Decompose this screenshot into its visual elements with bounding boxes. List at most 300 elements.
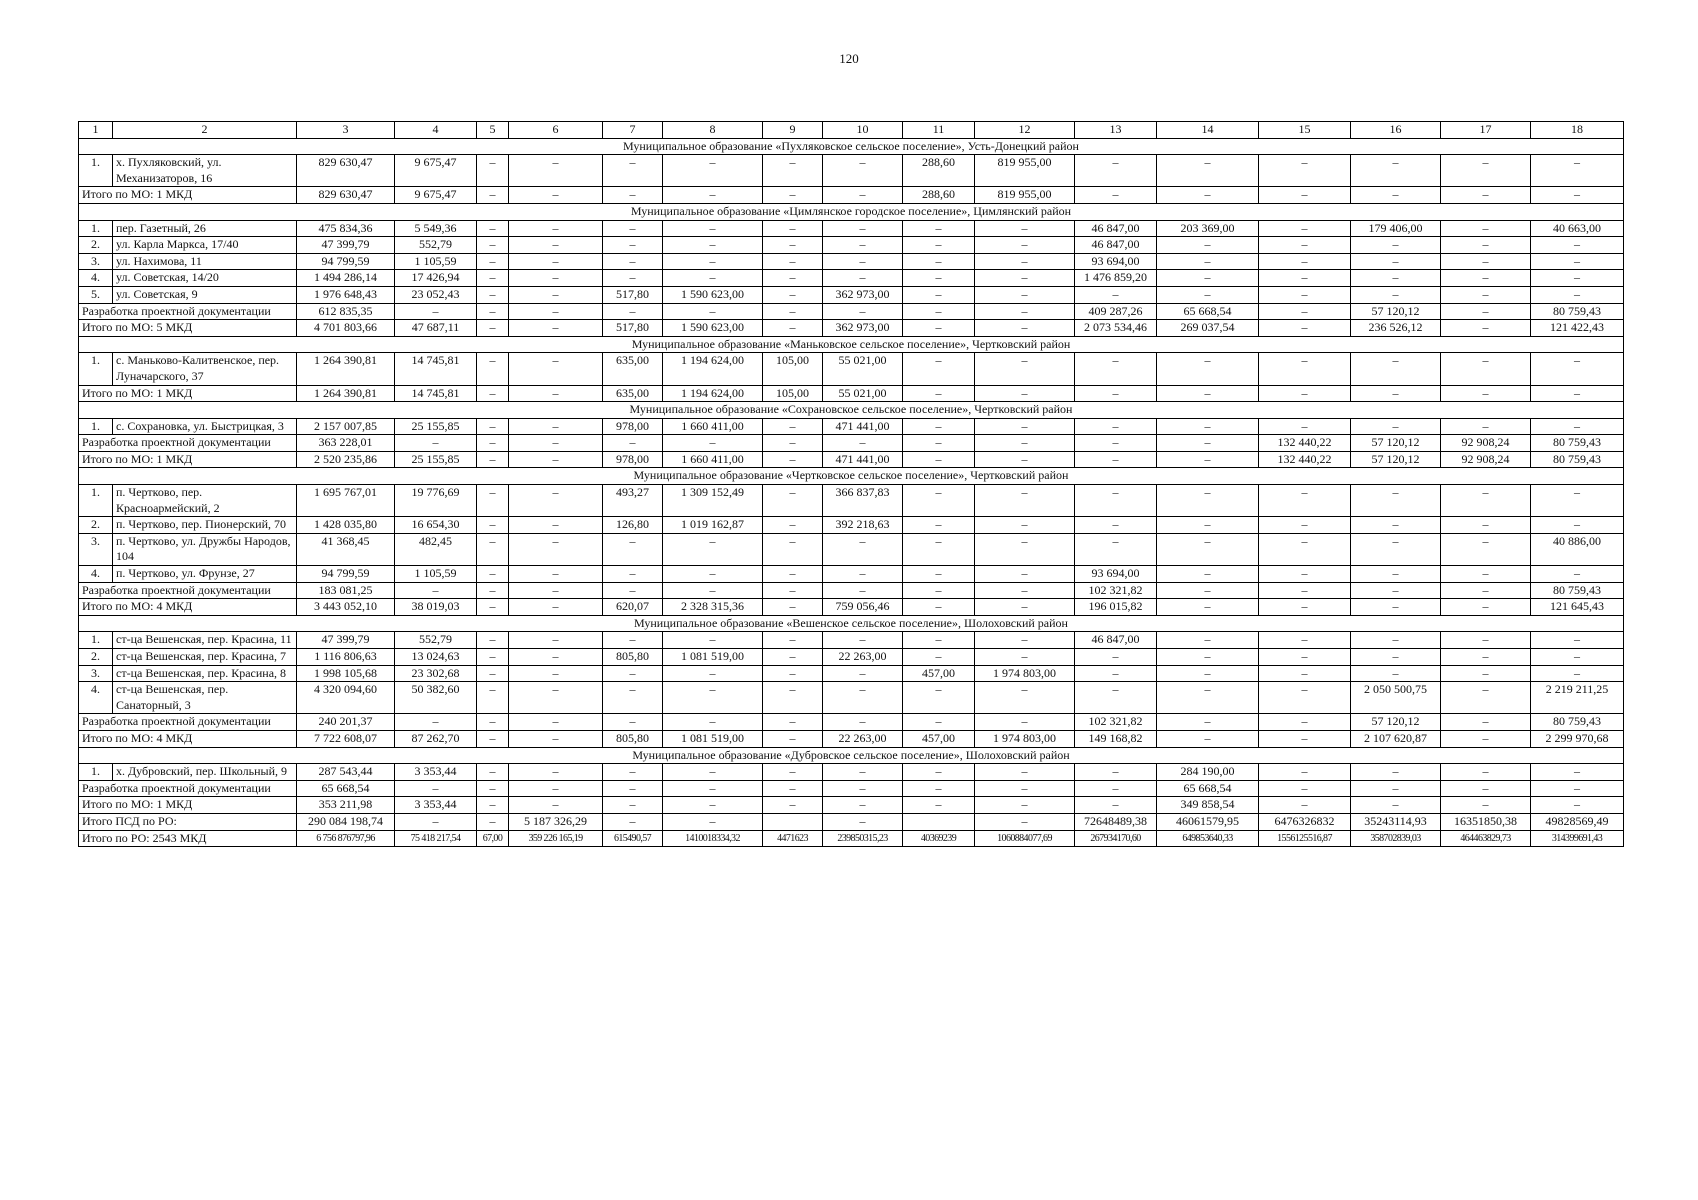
cell-value: 805,80 xyxy=(603,649,663,666)
cell-value: 314399691,43 xyxy=(1531,830,1624,847)
cell-value: – xyxy=(1157,253,1259,270)
cell-value: – xyxy=(903,385,975,402)
cell-value: 40 886,00 xyxy=(1531,533,1624,565)
cell-value: – xyxy=(663,665,763,682)
column-header: 12 xyxy=(975,122,1075,139)
cell-value: 517,80 xyxy=(603,286,663,303)
section-title: Муниципальное образование «Сохрановское сельское поселение», Чертковский район xyxy=(79,402,1624,419)
cell-value: 14 745,81 xyxy=(395,353,477,385)
cell-value: – xyxy=(509,649,603,666)
cell-value: – xyxy=(1351,582,1441,599)
cell-value: 409 287,26 xyxy=(1075,303,1157,320)
cell-value: – xyxy=(823,566,903,583)
total-label: Итого по МО: 1 МКД xyxy=(79,187,297,204)
design-row xyxy=(79,714,1624,731)
cell-value: – xyxy=(509,764,603,781)
cell-value: – xyxy=(1259,599,1351,616)
cell-value: 183 081,25 xyxy=(297,582,395,599)
cell-value: – xyxy=(823,187,903,204)
cell-value: 1 105,59 xyxy=(395,253,477,270)
total-row xyxy=(79,730,1624,747)
cell-value: – xyxy=(1157,286,1259,303)
cell-value: – xyxy=(1157,566,1259,583)
cell-value: 132 440,22 xyxy=(1259,435,1351,452)
cell-value: 819 955,00 xyxy=(975,187,1075,204)
cell-value: – xyxy=(1351,270,1441,287)
cell-value: – xyxy=(1441,533,1531,565)
design-row xyxy=(79,303,1624,320)
cell-value: – xyxy=(663,797,763,814)
cell-value: – xyxy=(1075,418,1157,435)
cell-value: – xyxy=(477,286,509,303)
cell-value: 615490,57 xyxy=(603,830,663,847)
total-row xyxy=(79,813,1624,830)
cell-value: – xyxy=(477,451,509,468)
cell-value: – xyxy=(603,237,663,254)
cell-value: – xyxy=(663,253,763,270)
cell-value: – xyxy=(663,764,763,781)
cell-value: 552,79 xyxy=(395,632,477,649)
cell-value: – xyxy=(1351,517,1441,534)
cell-value: – xyxy=(663,237,763,254)
cell-value: – xyxy=(477,582,509,599)
address: пер. Газетный, 26 xyxy=(113,220,297,237)
cell-value: – xyxy=(1259,764,1351,781)
cell-value: 16 654,30 xyxy=(395,517,477,534)
cell-value: 978,00 xyxy=(603,418,663,435)
total-label: Итого по МО: 4 МКД xyxy=(79,730,297,747)
total-row xyxy=(79,385,1624,402)
cell-value: – xyxy=(1441,220,1531,237)
cell-value: – xyxy=(1351,797,1441,814)
table-row xyxy=(79,253,1624,270)
column-header: 14 xyxy=(1157,122,1259,139)
cell-value: 93 694,00 xyxy=(1075,253,1157,270)
cell-value: – xyxy=(1259,485,1351,517)
cell-value: 2 299 970,68 xyxy=(1531,730,1624,747)
cell-value: – xyxy=(903,682,975,714)
cell-value: 1 081 519,00 xyxy=(663,730,763,747)
cell-value: 92 908,24 xyxy=(1441,451,1531,468)
cell-value: 87 262,70 xyxy=(395,730,477,747)
cell-value: – xyxy=(1075,682,1157,714)
cell-value: – xyxy=(1157,517,1259,534)
address: п. Чертково, ул. Фрунзе, 27 xyxy=(113,566,297,583)
cell-value: – xyxy=(763,797,823,814)
cell-value: – xyxy=(477,418,509,435)
cell-value: 5 549,36 xyxy=(395,220,477,237)
cell-value: – xyxy=(1157,649,1259,666)
cell-value: – xyxy=(509,730,603,747)
table-row xyxy=(79,220,1624,237)
cell-value: 620,07 xyxy=(603,599,663,616)
cell-value: 819 955,00 xyxy=(975,155,1075,187)
cell-value: 38 019,03 xyxy=(395,599,477,616)
cell-value: – xyxy=(1441,714,1531,731)
cell-value: – xyxy=(763,155,823,187)
total-label: Итого по МО: 4 МКД xyxy=(79,599,297,616)
cell-value: 829 630,47 xyxy=(297,155,395,187)
cell-value: – xyxy=(477,780,509,797)
cell-value: 105,00 xyxy=(763,353,823,385)
section-title: Муниципальное образование «Дубровское сельское поселение», Шолоховский район xyxy=(79,747,1624,764)
cell-value: – xyxy=(1259,253,1351,270)
cell-value: – xyxy=(1157,237,1259,254)
cell-value: – xyxy=(1075,286,1157,303)
cell-value: – xyxy=(663,435,763,452)
row-index: 2. xyxy=(79,649,113,666)
cell-value: – xyxy=(1351,353,1441,385)
cell-value: – xyxy=(509,451,603,468)
total-label: Итого по РО: 2543 МКД xyxy=(79,830,297,847)
cell-value: – xyxy=(603,797,663,814)
cell-value: 92 908,24 xyxy=(1441,435,1531,452)
cell-value: – xyxy=(509,485,603,517)
cell-value: 40 663,00 xyxy=(1531,220,1624,237)
table-row xyxy=(79,485,1624,517)
cell-value: 25 155,85 xyxy=(395,418,477,435)
cell-value: 288,60 xyxy=(903,155,975,187)
cell-value: – xyxy=(477,237,509,254)
cell-value: 16351850,38 xyxy=(1441,813,1531,830)
cell-value: – xyxy=(903,220,975,237)
address: с. Маньково-Калитвенское, пер. Луначарского, 37 xyxy=(113,353,297,385)
column-header: 18 xyxy=(1531,122,1624,139)
row-index: 3. xyxy=(79,533,113,565)
cell-value: 4 320 094,60 xyxy=(297,682,395,714)
cell-value: 6 756 876797,96 xyxy=(297,830,395,847)
cell-value: – xyxy=(823,533,903,565)
cell-value: – xyxy=(509,533,603,565)
design-row xyxy=(79,435,1624,452)
cell-value: 1 105,59 xyxy=(395,566,477,583)
cell-value: – xyxy=(1259,270,1351,287)
cell-value: – xyxy=(477,253,509,270)
cell-value: – xyxy=(1259,286,1351,303)
cell-value: – xyxy=(763,682,823,714)
cell-value: 75 418 217,54 xyxy=(395,830,477,847)
cell-value: – xyxy=(1441,155,1531,187)
budget-table xyxy=(78,121,1624,847)
cell-value: – xyxy=(763,533,823,565)
cell-value: 57 120,12 xyxy=(1351,714,1441,731)
cell-value: 1 974 803,00 xyxy=(975,665,1075,682)
cell-value: – xyxy=(1351,385,1441,402)
cell-value: – xyxy=(763,582,823,599)
cell-value: – xyxy=(1441,599,1531,616)
design-label: Разработка проектной документации xyxy=(79,582,297,599)
column-header: 15 xyxy=(1259,122,1351,139)
cell-value: – xyxy=(1075,155,1157,187)
table-row xyxy=(79,764,1624,781)
cell-value: 6476326832 xyxy=(1259,813,1351,830)
cell-value: 471 441,00 xyxy=(823,418,903,435)
cell-value: 1 976 648,43 xyxy=(297,286,395,303)
cell-value: – xyxy=(1157,155,1259,187)
cell-value: 2 219 211,25 xyxy=(1531,682,1624,714)
cell-value: 392 218,63 xyxy=(823,517,903,534)
cell-value: – xyxy=(1075,435,1157,452)
page-number: 120 xyxy=(839,51,859,66)
cell-value: 67,00 xyxy=(477,830,509,847)
cell-value: 80 759,43 xyxy=(1531,582,1624,599)
cell-value: 57 120,12 xyxy=(1351,303,1441,320)
cell-value: – xyxy=(1441,517,1531,534)
cell-value: 1 998 105,68 xyxy=(297,665,395,682)
design-label: Разработка проектной документации xyxy=(79,435,297,452)
cell-value: – xyxy=(1441,632,1531,649)
cell-value: 457,00 xyxy=(903,665,975,682)
cell-value: 1 494 286,14 xyxy=(297,270,395,287)
row-index: 4. xyxy=(79,566,113,583)
cell-value: – xyxy=(663,632,763,649)
cell-value: – xyxy=(763,435,823,452)
cell-value: – xyxy=(763,665,823,682)
cell-value: – xyxy=(509,286,603,303)
cell-value: – xyxy=(1259,320,1351,337)
cell-value: – xyxy=(477,385,509,402)
cell-value: – xyxy=(509,353,603,385)
table-row xyxy=(79,237,1624,254)
cell-value: 55 021,00 xyxy=(823,353,903,385)
cell-value: 1 476 859,20 xyxy=(1075,270,1157,287)
cell-value: 4471623 xyxy=(763,830,823,847)
table-body xyxy=(79,122,1624,847)
cell-value: – xyxy=(477,764,509,781)
cell-value: 349 858,54 xyxy=(1157,797,1259,814)
cell-value: – xyxy=(663,270,763,287)
cell-value: – xyxy=(903,780,975,797)
cell-value: 363 228,01 xyxy=(297,435,395,452)
column-header: 16 xyxy=(1351,122,1441,139)
cell-value: – xyxy=(509,320,603,337)
cell-value: – xyxy=(903,270,975,287)
cell-value: – xyxy=(823,303,903,320)
cell-value: – xyxy=(603,764,663,781)
cell-value: – xyxy=(763,451,823,468)
cell-value: 94 799,59 xyxy=(297,253,395,270)
cell-value: 978,00 xyxy=(603,451,663,468)
cell-value: 358702839,03 xyxy=(1351,830,1441,847)
cell-value: – xyxy=(603,253,663,270)
cell-value: – xyxy=(1259,682,1351,714)
cell-value: 22 263,00 xyxy=(823,730,903,747)
section-row xyxy=(79,138,1624,155)
cell-value: 284 190,00 xyxy=(1157,764,1259,781)
cell-value: 829 630,47 xyxy=(297,187,395,204)
cell-value: – xyxy=(763,187,823,204)
design-label: Разработка проектной документации xyxy=(79,780,297,797)
cell-value: – xyxy=(663,780,763,797)
cell-value: – xyxy=(763,714,823,731)
cell-value: 55 021,00 xyxy=(823,385,903,402)
cell-value: – xyxy=(975,682,1075,714)
cell-value: – xyxy=(763,303,823,320)
cell-value: – xyxy=(903,632,975,649)
cell-value: – xyxy=(1441,797,1531,814)
column-header: 10 xyxy=(823,122,903,139)
cell-value: – xyxy=(1157,582,1259,599)
cell-value: – xyxy=(1531,632,1624,649)
cell-value: – xyxy=(975,764,1075,781)
cell-value: – xyxy=(903,582,975,599)
cell-value: 471 441,00 xyxy=(823,451,903,468)
cell-value: 649853640,33 xyxy=(1157,830,1259,847)
cell-value: – xyxy=(1531,353,1624,385)
cell-value: – xyxy=(663,566,763,583)
cell-value: – xyxy=(395,813,477,830)
cell-value: 1410018334,32 xyxy=(663,830,763,847)
cell-value: – xyxy=(395,435,477,452)
cell-value: – xyxy=(477,665,509,682)
cell-value: – xyxy=(1441,385,1531,402)
cell-value: – xyxy=(1351,780,1441,797)
cell-value: – xyxy=(1351,649,1441,666)
cell-value: – xyxy=(1531,665,1624,682)
cell-value: – xyxy=(1531,270,1624,287)
cell-value: – xyxy=(395,714,477,731)
cell-value: – xyxy=(903,435,975,452)
cell-value: – xyxy=(1259,418,1351,435)
address: ст-ца Вешенская, пер. Красина, 7 xyxy=(113,649,297,666)
column-header: 9 xyxy=(763,122,823,139)
cell-value: – xyxy=(663,533,763,565)
cell-value: – xyxy=(1531,517,1624,534)
design-label: Разработка проектной документации xyxy=(79,714,297,731)
cell-value: – xyxy=(1441,187,1531,204)
cell-value: – xyxy=(1441,780,1531,797)
address: с. Сохрановка, ул. Быстрицкая, 3 xyxy=(113,418,297,435)
cell-value: – xyxy=(477,682,509,714)
cell-value: – xyxy=(823,813,903,830)
cell-value: – xyxy=(763,566,823,583)
cell-value: 1060884077,69 xyxy=(975,830,1075,847)
cell-value: – xyxy=(477,797,509,814)
cell-value: – xyxy=(477,813,509,830)
cell-value: – xyxy=(1075,385,1157,402)
cell-value: – xyxy=(823,797,903,814)
cell-value: – xyxy=(1441,320,1531,337)
cell-value: – xyxy=(1157,632,1259,649)
cell-value: – xyxy=(1531,286,1624,303)
cell-value: – xyxy=(903,485,975,517)
cell-value: 236 526,12 xyxy=(1351,320,1441,337)
cell-value: 267934170,60 xyxy=(1075,830,1157,847)
cell-value: 46 847,00 xyxy=(1075,632,1157,649)
cell-value: – xyxy=(1259,353,1351,385)
cell-value: 635,00 xyxy=(603,385,663,402)
column-header: 11 xyxy=(903,122,975,139)
section-row xyxy=(79,336,1624,353)
cell-value: – xyxy=(1441,566,1531,583)
cell-value: – xyxy=(1259,649,1351,666)
cell-value: 35243114,93 xyxy=(1351,813,1441,830)
cell-value: – xyxy=(763,220,823,237)
cell-value: 102 321,82 xyxy=(1075,714,1157,731)
section-title: Муниципальное образование «Пухляковское сельское поселение», Усть-Донецкий район xyxy=(79,138,1624,155)
cell-value: 94 799,59 xyxy=(297,566,395,583)
cell-value: – xyxy=(477,320,509,337)
cell-value: – xyxy=(763,320,823,337)
cell-value: 9 675,47 xyxy=(395,155,477,187)
cell-value: – xyxy=(823,155,903,187)
total-row xyxy=(79,187,1624,204)
cell-value: – xyxy=(1075,451,1157,468)
cell-value: – xyxy=(509,797,603,814)
cell-value: – xyxy=(903,533,975,565)
cell-value: – xyxy=(975,797,1075,814)
row-index: 1. xyxy=(79,418,113,435)
cell-value: – xyxy=(903,714,975,731)
cell-value: – xyxy=(477,714,509,731)
row-index: 5. xyxy=(79,286,113,303)
cell-value: – xyxy=(603,220,663,237)
cell-value: 3 443 052,10 xyxy=(297,599,395,616)
cell-value: – xyxy=(1157,270,1259,287)
column-header: 7 xyxy=(603,122,663,139)
cell-value: – xyxy=(1441,237,1531,254)
row-index: 1. xyxy=(79,353,113,385)
cell-value: – xyxy=(975,270,1075,287)
cell-value xyxy=(903,813,975,830)
cell-value: 2 157 007,85 xyxy=(297,418,395,435)
cell-value: – xyxy=(1075,533,1157,565)
cell-value: – xyxy=(603,270,663,287)
total-label: Итого по МО: 1 МКД xyxy=(79,385,297,402)
address: ст-ца Вешенская, пер. Красина, 8 xyxy=(113,665,297,682)
address: п. Чертково, пер. Пионерский, 70 xyxy=(113,517,297,534)
cell-value: – xyxy=(975,714,1075,731)
cell-value: – xyxy=(823,253,903,270)
cell-value: 40369239 xyxy=(903,830,975,847)
cell-value: 3 353,44 xyxy=(395,797,477,814)
design-row xyxy=(79,582,1624,599)
cell-value: – xyxy=(603,665,663,682)
cell-value: – xyxy=(1157,187,1259,204)
cell-value: – xyxy=(1531,764,1624,781)
cell-value: – xyxy=(1259,582,1351,599)
column-header: 8 xyxy=(663,122,763,139)
section-row xyxy=(79,468,1624,485)
address: х. Дубровский, пер. Школьный, 9 xyxy=(113,764,297,781)
cell-value: – xyxy=(509,155,603,187)
cell-value: – xyxy=(975,220,1075,237)
row-index: 2. xyxy=(79,517,113,534)
cell-value: – xyxy=(823,682,903,714)
cell-value: – xyxy=(1351,485,1441,517)
cell-value: – xyxy=(975,533,1075,565)
cell-value: 4 701 803,66 xyxy=(297,320,395,337)
cell-value: – xyxy=(1441,764,1531,781)
cell-value: 1 660 411,00 xyxy=(663,451,763,468)
cell-value: – xyxy=(763,253,823,270)
cell-value: – xyxy=(975,599,1075,616)
column-header: 3 xyxy=(297,122,395,139)
cell-value: – xyxy=(509,253,603,270)
cell-value: – xyxy=(1441,485,1531,517)
cell-value: – xyxy=(1075,764,1157,781)
cell-value: – xyxy=(477,485,509,517)
cell-value: – xyxy=(975,237,1075,254)
cell-value: 72648489,38 xyxy=(1075,813,1157,830)
section-row xyxy=(79,615,1624,632)
cell-value: – xyxy=(1075,353,1157,385)
cell-value: 2 520 235,86 xyxy=(297,451,395,468)
cell-value: 1 660 411,00 xyxy=(663,418,763,435)
cell-value: – xyxy=(395,780,477,797)
cell-value: 46 847,00 xyxy=(1075,237,1157,254)
total-label: Итого ПСД по РО: xyxy=(79,813,297,830)
